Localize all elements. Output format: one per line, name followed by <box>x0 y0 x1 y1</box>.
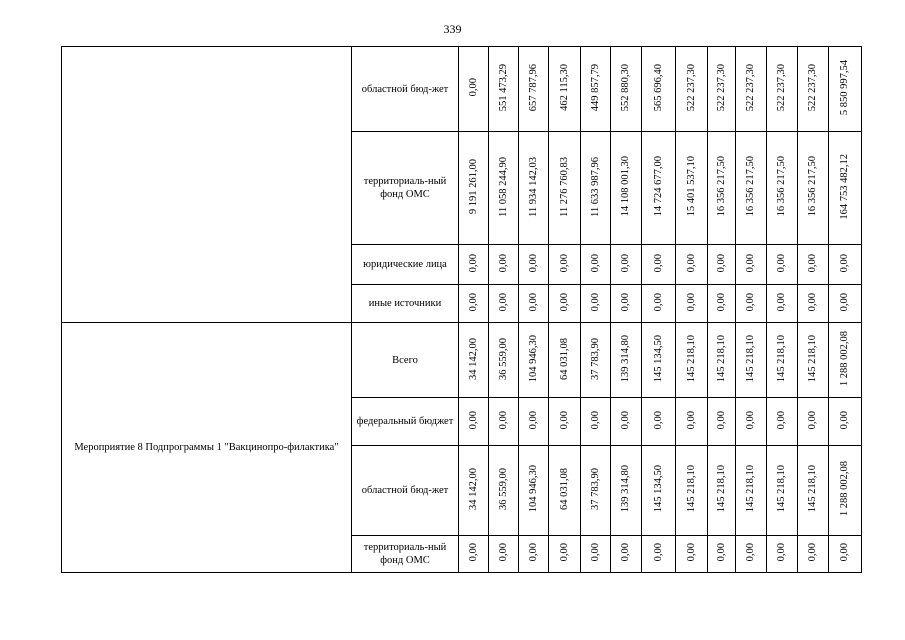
value-text: 104 946,30 <box>527 465 539 513</box>
value-cell <box>676 536 708 573</box>
value-cell <box>642 47 676 132</box>
value-cell <box>549 47 581 132</box>
value-text: 145 218,10 <box>807 465 818 513</box>
value-cell <box>676 245 708 285</box>
value-text: 551 473,29 <box>497 63 509 112</box>
value-cell <box>708 536 736 573</box>
value-cell <box>519 245 549 285</box>
value-cell <box>459 47 489 132</box>
value-text: 1 288 002,08 <box>839 461 850 517</box>
value-text: 522 237,30 <box>807 63 818 112</box>
value-text: 145 218,10 <box>745 465 756 513</box>
value-text: 145 218,10 <box>685 465 697 513</box>
value-text: 0,00 <box>839 253 850 273</box>
value-text: 104 946,30 <box>527 334 539 383</box>
value-text: 145 218,10 <box>715 334 727 383</box>
value-text: 565 696,40 <box>652 63 664 112</box>
value-cell <box>611 47 642 132</box>
value-text: 0,00 <box>776 543 787 562</box>
value-cell <box>829 446 862 536</box>
value-text: 0,00 <box>776 410 787 430</box>
value-cell <box>829 47 862 132</box>
value-text: 0,00 <box>685 292 697 312</box>
value-text: 11 633 987,96 <box>589 156 601 217</box>
value-text: 16 356 217,50 <box>776 156 787 217</box>
value-cell <box>767 446 798 536</box>
value-cell <box>767 245 798 285</box>
value-text: 0,00 <box>620 292 631 312</box>
value-text: 0,00 <box>467 543 479 562</box>
value-text: 9 191 261,00 <box>467 158 479 215</box>
value-cell <box>736 446 767 536</box>
value-cell <box>798 285 829 323</box>
value-text: 0,00 <box>620 410 631 430</box>
value-text: 0,00 <box>685 543 697 562</box>
value-text: 0,00 <box>467 78 479 97</box>
value-text: 552 880,30 <box>620 63 631 112</box>
value-cell <box>676 285 708 323</box>
value-cell <box>549 323 581 398</box>
value-text: 0,00 <box>589 253 601 273</box>
value-cell <box>459 536 489 573</box>
value-cell <box>676 398 708 446</box>
value-cell <box>829 132 862 245</box>
value-cell <box>829 536 862 573</box>
value-text: 36 559,00 <box>497 337 509 380</box>
value-text: 0,00 <box>745 292 756 312</box>
value-cell <box>736 285 767 323</box>
value-cell <box>676 132 708 245</box>
value-cell <box>549 446 581 536</box>
value-cell <box>519 536 549 573</box>
value-text: 0,00 <box>807 410 818 430</box>
value-text: 522 237,30 <box>745 63 756 112</box>
value-text: 0,00 <box>467 292 479 312</box>
value-text: 0,00 <box>558 253 570 273</box>
value-cell <box>549 132 581 245</box>
value-text: 0,00 <box>652 543 664 562</box>
value-cell <box>459 285 489 323</box>
value-text: 522 237,30 <box>715 63 727 112</box>
funding-source-cell: территориаль-ный фонд ОМС <box>352 132 459 245</box>
value-text: 0,00 <box>807 543 818 562</box>
value-cell <box>611 536 642 573</box>
value-cell <box>798 323 829 398</box>
value-cell <box>581 132 611 245</box>
value-text: 14 108 001,30 <box>620 156 631 217</box>
value-text: 0,00 <box>715 292 727 312</box>
value-text: 522 237,30 <box>776 63 787 112</box>
value-cell <box>829 245 862 285</box>
value-text: 34 142,00 <box>467 468 479 510</box>
value-cell <box>708 245 736 285</box>
value-text: 0,00 <box>652 410 664 430</box>
value-text: 0,00 <box>807 292 818 312</box>
value-cell <box>708 398 736 446</box>
table-row <box>62 323 862 398</box>
value-text: 0,00 <box>715 253 727 273</box>
value-cell <box>708 132 736 245</box>
value-cell <box>519 398 549 446</box>
value-cell <box>736 132 767 245</box>
value-cell <box>489 398 519 446</box>
value-text: 64 031,08 <box>558 468 570 510</box>
value-text: 0,00 <box>589 410 601 430</box>
value-text: 16 356 217,50 <box>715 156 727 217</box>
value-cell <box>489 323 519 398</box>
value-text: 0,00 <box>558 410 570 430</box>
funding-source-cell: территориаль-ный фонд ОМС <box>352 536 459 573</box>
funding-source-cell: областной бюд-жет <box>352 446 459 536</box>
table-row <box>62 47 862 132</box>
value-cell <box>767 536 798 573</box>
value-cell <box>519 323 549 398</box>
value-cell <box>581 245 611 285</box>
value-cell <box>676 446 708 536</box>
value-cell <box>798 47 829 132</box>
value-cell <box>736 536 767 573</box>
value-cell <box>736 398 767 446</box>
funding-source-cell: иные источники <box>352 285 459 323</box>
value-text: 0,00 <box>745 253 756 273</box>
value-text: 0,00 <box>745 543 756 562</box>
value-cell <box>459 323 489 398</box>
value-text: 11 058 244,90 <box>497 156 509 217</box>
value-text: 0,00 <box>527 253 539 273</box>
value-text: 36 559,00 <box>497 468 509 510</box>
value-cell <box>581 536 611 573</box>
value-cell <box>708 446 736 536</box>
value-text: 145 218,10 <box>685 334 697 383</box>
value-cell <box>642 446 676 536</box>
value-cell <box>642 536 676 573</box>
value-cell <box>642 245 676 285</box>
value-cell <box>642 323 676 398</box>
value-text: 0,00 <box>527 543 539 562</box>
value-cell <box>611 398 642 446</box>
value-cell <box>459 245 489 285</box>
value-text: 0,00 <box>589 292 601 312</box>
value-cell <box>549 245 581 285</box>
value-text: 145 218,10 <box>776 334 787 383</box>
activity-name-cell <box>62 47 352 323</box>
value-text: 462 115,30 <box>558 64 570 111</box>
value-cell <box>489 132 519 245</box>
value-cell <box>767 47 798 132</box>
value-cell <box>489 536 519 573</box>
value-text: 0,00 <box>589 543 601 562</box>
value-text: 0,00 <box>776 292 787 312</box>
value-cell <box>581 285 611 323</box>
value-text: 15 401 537,10 <box>685 156 697 217</box>
value-cell <box>489 446 519 536</box>
value-cell <box>642 132 676 245</box>
value-text: 0,00 <box>620 543 631 562</box>
value-cell <box>611 446 642 536</box>
value-text: 37 783,90 <box>589 468 601 510</box>
budget-table <box>61 46 862 573</box>
value-text: 0,00 <box>685 253 697 273</box>
value-text: 16 356 217,50 <box>807 156 818 217</box>
value-text: 0,00 <box>652 253 664 273</box>
value-text: 0,00 <box>715 543 727 562</box>
value-text: 0,00 <box>839 410 850 430</box>
value-cell <box>676 47 708 132</box>
value-cell <box>489 285 519 323</box>
value-text: 0,00 <box>467 253 479 273</box>
value-cell <box>519 285 549 323</box>
value-text: 0,00 <box>497 253 509 273</box>
funding-source-cell: областной бюд-жет <box>352 47 459 132</box>
value-cell <box>642 398 676 446</box>
value-cell <box>549 398 581 446</box>
value-cell <box>581 323 611 398</box>
value-text: 145 218,10 <box>807 334 818 383</box>
value-cell <box>459 132 489 245</box>
value-cell <box>581 398 611 446</box>
value-cell <box>642 285 676 323</box>
value-cell <box>767 132 798 245</box>
value-text: 11 934 142,03 <box>527 156 539 217</box>
value-text: 0,00 <box>652 292 664 312</box>
value-cell <box>767 285 798 323</box>
value-text: 449 857,79 <box>589 63 601 112</box>
value-text: 145 218,10 <box>715 465 727 513</box>
value-cell <box>829 398 862 446</box>
value-text: 139 314,80 <box>620 334 631 383</box>
value-cell <box>767 398 798 446</box>
value-text: 0,00 <box>620 253 631 273</box>
value-text: 145 134,50 <box>652 334 664 383</box>
value-cell <box>798 245 829 285</box>
value-cell <box>736 47 767 132</box>
value-text: 145 218,10 <box>776 465 787 513</box>
value-cell <box>708 323 736 398</box>
value-cell <box>708 285 736 323</box>
value-text: 0,00 <box>527 292 539 312</box>
value-cell <box>767 323 798 398</box>
value-cell <box>798 132 829 245</box>
value-text: 0,00 <box>497 543 509 562</box>
value-text: 522 237,30 <box>685 63 697 112</box>
value-text: 1 288 002,08 <box>839 330 850 387</box>
value-cell <box>611 132 642 245</box>
activity-name-cell: Мероприятие 8 Подпрограммы 1 "Вакцинопро-филактика" <box>62 323 352 573</box>
value-text: 0,00 <box>807 253 818 273</box>
value-text: 0,00 <box>839 543 850 562</box>
value-cell <box>519 132 549 245</box>
value-text: 145 218,10 <box>745 334 756 383</box>
funding-source-cell: юридические лица <box>352 245 459 285</box>
value-text: 0,00 <box>558 543 570 562</box>
funding-source-cell: Всего <box>352 323 459 398</box>
value-text: 34 142,00 <box>467 337 479 380</box>
value-cell <box>459 398 489 446</box>
value-text: 0,00 <box>839 292 850 312</box>
value-cell <box>489 47 519 132</box>
funding-source-cell: федеральный бюджет <box>352 398 459 446</box>
value-text: 0,00 <box>467 410 479 430</box>
value-text: 16 356 217,50 <box>745 156 756 217</box>
value-text: 64 031,08 <box>558 337 570 380</box>
value-text: 0,00 <box>685 410 697 430</box>
value-text: 0,00 <box>558 292 570 312</box>
value-text: 145 134,50 <box>652 465 664 513</box>
value-text: 0,00 <box>527 410 539 430</box>
value-cell <box>736 245 767 285</box>
value-cell <box>519 47 549 132</box>
value-cell <box>549 285 581 323</box>
value-cell <box>489 245 519 285</box>
value-text: 0,00 <box>715 410 727 430</box>
value-cell <box>611 245 642 285</box>
value-cell <box>581 47 611 132</box>
value-text: 139 314,80 <box>620 465 631 513</box>
value-text: 11 276 760,83 <box>558 156 570 217</box>
value-cell <box>611 285 642 323</box>
value-cell <box>581 446 611 536</box>
value-cell <box>798 398 829 446</box>
value-text: 0,00 <box>776 253 787 273</box>
value-cell <box>798 536 829 573</box>
page-number: 339 <box>443 22 462 36</box>
value-text: 657 787,96 <box>527 63 539 112</box>
value-text: 0,00 <box>497 410 509 430</box>
value-cell <box>708 47 736 132</box>
value-text: 0,00 <box>745 410 756 430</box>
value-cell <box>519 446 549 536</box>
value-cell <box>798 446 829 536</box>
value-text: 164 753 482,12 <box>839 153 850 220</box>
value-cell <box>829 285 862 323</box>
value-cell <box>829 323 862 398</box>
value-text: 0,00 <box>497 292 509 312</box>
value-cell <box>676 323 708 398</box>
value-text: 5 850 997,54 <box>839 59 850 116</box>
value-cell <box>611 323 642 398</box>
value-text: 37 783,90 <box>589 337 601 380</box>
value-text: 14 724 677,00 <box>652 156 664 217</box>
value-cell <box>736 323 767 398</box>
value-cell <box>549 536 581 573</box>
value-cell <box>459 446 489 536</box>
